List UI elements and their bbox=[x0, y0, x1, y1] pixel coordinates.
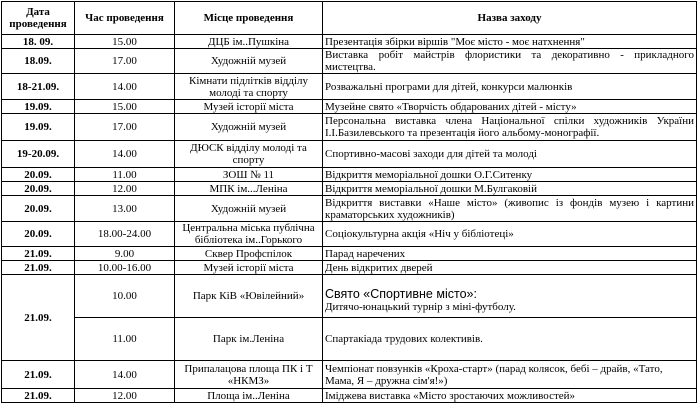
sport-row-2 bbox=[2, 318, 697, 361]
sport-event-1: Дитячо-юнацький турнір з міні-футболу. bbox=[325, 300, 516, 313]
cell-place: Музей історії міста bbox=[175, 100, 323, 114]
table-row bbox=[2, 261, 697, 275]
cell-place: Художній музей bbox=[175, 114, 323, 141]
cell-time: 14.00 bbox=[75, 74, 175, 100]
cell-date: 20.09. bbox=[2, 168, 75, 182]
header-date: Дата проведення bbox=[2, 2, 75, 35]
table-row bbox=[2, 141, 697, 168]
cell-place: ЗОШ № 11 bbox=[175, 168, 323, 182]
cell-date: 19.09. bbox=[2, 100, 75, 114]
cell-event: Виставка робіт майстрів флористики та декоративно - прикладного мистецтва. bbox=[323, 49, 697, 74]
cell-place: Сквер Профспілок bbox=[175, 247, 323, 261]
header-time: Час проведення bbox=[75, 2, 175, 35]
table-row bbox=[2, 168, 697, 182]
header-event: Назва заходу bbox=[323, 2, 697, 35]
cell-date: 20.09. bbox=[2, 222, 75, 247]
cell-place: Музей історії міста bbox=[175, 261, 323, 275]
table-row bbox=[2, 247, 697, 261]
cell-time: 10.00 bbox=[75, 275, 175, 318]
sport-festival-title: Свято «Спортивне місто»: bbox=[325, 286, 477, 301]
cell-date: 18.09. bbox=[2, 49, 75, 74]
cell-time: 10.00-16.00 bbox=[75, 261, 175, 275]
cell-time: 13.00 bbox=[75, 196, 175, 222]
cell-event: Відкриття виставки «Наше місто» (живопис із фондів музею і картини краматорських художників) bbox=[323, 196, 697, 222]
cell-event: Іміджева виставка «Місто зростаючих можливостей» bbox=[323, 389, 697, 403]
cell-time: 14.00 bbox=[75, 141, 175, 168]
cell-date: 20.09. bbox=[2, 196, 75, 222]
cell-time: 12.00 bbox=[75, 182, 175, 196]
cell-event: Соціокультурна акція «Ніч у бібліотеці» bbox=[323, 222, 697, 247]
cell-place: Парк ім.Леніна bbox=[175, 318, 323, 361]
cell-event: Розважальні програми для дітей, конкурси малюнків bbox=[323, 74, 697, 100]
cell-event: Персональна виставка члена Національної спілки художників України І.І.Базилевського та презентація його альбому-монографії. bbox=[323, 114, 697, 141]
cell-time: 11.00 bbox=[75, 168, 175, 182]
cell-time: 17.00 bbox=[75, 49, 175, 74]
cell-date: 19-20.09. bbox=[2, 141, 75, 168]
cell-date: 20.09. bbox=[2, 182, 75, 196]
cell-time: 14.00 bbox=[75, 361, 175, 389]
events-table bbox=[1, 1, 697, 403]
cell-place: Центральна міська публічна бібліотека ім..Горького bbox=[175, 222, 323, 247]
cell-date: 18-21.09. bbox=[2, 74, 75, 100]
cell-date: 19.09. bbox=[2, 114, 75, 141]
cell-time: 15.00 bbox=[75, 35, 175, 49]
table-row bbox=[2, 74, 697, 100]
cell-date: 21.09. bbox=[2, 275, 75, 361]
cell-event: Парад наречених bbox=[323, 247, 697, 261]
cell-event: Спартакіада трудових колективів. bbox=[323, 318, 697, 361]
cell-place: МПК ім...Леніна bbox=[175, 182, 323, 196]
cell-time: 9.00 bbox=[75, 247, 175, 261]
cell-date: 21.09. bbox=[2, 389, 75, 403]
table-row bbox=[2, 114, 697, 141]
table-row bbox=[2, 222, 697, 247]
cell-date: 21.09. bbox=[2, 247, 75, 261]
sport-row-1 bbox=[2, 275, 697, 318]
cell-event: Відкриття меморіальної дошки М.Булгаковій bbox=[323, 182, 697, 196]
cell-time: 15.00 bbox=[75, 100, 175, 114]
cell-event: Музейне свято «Творчість обдарованих дітей - місту» bbox=[323, 100, 697, 114]
table-row bbox=[2, 49, 697, 74]
cell-place: Площа ім..Леніна bbox=[175, 389, 323, 403]
cell-date: 21.09. bbox=[2, 261, 75, 275]
cell-event: День відкритих дверей bbox=[323, 261, 697, 275]
table-row bbox=[2, 35, 697, 49]
cell-event: Чемпіонат повзунків «Кроха-старт» (парад колясок, бебі – драйв, «Тато, Мама, Я – дружна сім'я!») bbox=[323, 361, 697, 389]
cell-place: ДЮСК відділу молоді та спорту bbox=[175, 141, 323, 168]
cell-event: Спортивно-масові заходи для дітей та молоді bbox=[323, 141, 697, 168]
cell-date: 18. 09. bbox=[2, 35, 75, 49]
cell-event: Відкриття меморіальної дошки О.Г.Ситенку bbox=[323, 168, 697, 182]
cell-event bbox=[323, 275, 697, 318]
table-row bbox=[2, 361, 697, 389]
table-row bbox=[2, 196, 697, 222]
cell-place: Художній музей bbox=[175, 196, 323, 222]
cell-time: 11.00 bbox=[75, 318, 175, 361]
table-row bbox=[2, 100, 697, 114]
header-place: Місце проведення bbox=[175, 2, 323, 35]
cell-place: ДЦБ ім..Пушкіна bbox=[175, 35, 323, 49]
cell-place: Художній музей bbox=[175, 49, 323, 74]
cell-time: 18.00-24.00 bbox=[75, 222, 175, 247]
cell-time: 17.00 bbox=[75, 114, 175, 141]
cell-event: Презентація збірки віршів "Моє місто - моє натхнення" bbox=[323, 35, 697, 49]
table-row bbox=[2, 182, 697, 196]
cell-place: Парк КіВ «Ювілейний» bbox=[175, 275, 323, 318]
table-row bbox=[2, 389, 697, 403]
cell-time: 12.00 bbox=[75, 389, 175, 403]
cell-place: Кімнати підлітків відділу молоді та спорту bbox=[175, 74, 323, 100]
header-row bbox=[2, 2, 697, 35]
cell-place: Припалацова площа ПК і Т «НКМЗ» bbox=[175, 361, 323, 389]
cell-date: 21.09. bbox=[2, 361, 75, 389]
